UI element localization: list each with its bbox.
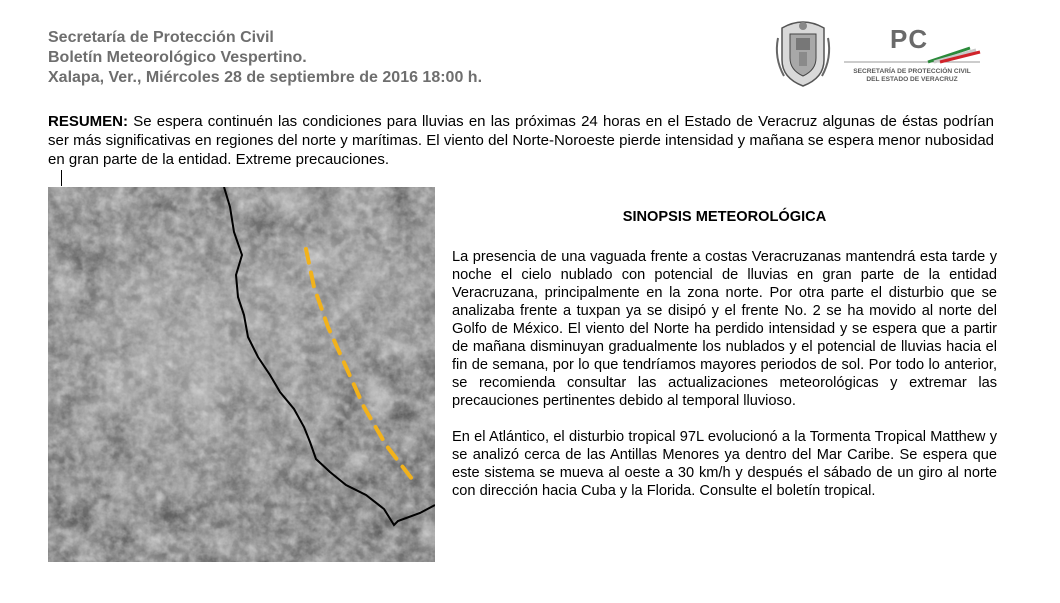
pc-logo-subtitle-line2: DEL ESTADO DE VERACRUZ <box>866 76 958 83</box>
pc-logo-title: PC <box>890 24 929 54</box>
summary-text: Se espera continuén las condiciones para lluvias en las próximas 24 horas en el Estado de Veracruz algunas de éstas podrían ser más significativas en regiones del norte y marítimas. El viento del Norte-Noroeste pierde intensidad y mañana se espera menor nubosidad en gran parte de la entidad. Extreme precauciones. <box>48 113 994 168</box>
header-agency: Secretaría de Protección Civil <box>48 29 274 46</box>
proteccion-civil-logo <box>842 26 982 88</box>
header-bulletin-type: Boletín Meteorológico Vespertino. <box>48 49 307 66</box>
text-cursor <box>61 170 62 186</box>
satellite-image <box>48 187 435 562</box>
bulletin-header <box>48 28 482 88</box>
summary-paragraph <box>48 112 994 169</box>
synopsis-paragraph-1: La presencia de una vaguada frente a costas Veracruzanas mantendrá esta tarde y noche el cielo nublado con potencial de lluvias en gran parte de la entidad Veracruzana, principalmente en la zona norte. Por otra parte el disturbio que se analizaba frente a tuxpan ya se disipó y el frente No. 2 se ha movido al norte del Golfo de México. El viento del Norte ha perdido intensidad y se espera que a partir de mañana disminuyan gradualmente los nublados y el potencial de lluvias hacia el fin de semana, por lo que tendríamos mayores periodos de sol. Por todo lo anterior, se recomienda consultar las actualizaciones meteorológicas y extremar las precauciones pertinentes debido al temporal lluvioso. <box>452 249 997 409</box>
veracruz-coat-of-arms-logo <box>772 18 834 88</box>
synopsis-title: SINOPSIS METEOROLÓGICA <box>622 209 827 225</box>
synopsis-section <box>452 208 997 518</box>
summary-label: RESUMEN: <box>48 113 129 130</box>
header-date-location: Xalapa, Ver., Miércoles 28 de septiembre de 2016 18:00 h. <box>48 69 483 86</box>
pc-logo-subtitle <box>842 68 982 84</box>
synopsis-paragraph-2: En el Atlántico, el disturbio tropical 97L evolucionó a la Tormenta Tropical Matthew y se analizó cerca de las Antillas Menores ya dentro del Mar Caribe. Se espera que este sistema se mueva al oeste a 30 km/h y después el sábado de un giro al norte con dirección hacia Cuba y la Florida. Consulte el boletín tropical. <box>452 429 997 499</box>
pc-logo-subtitle-line1: SECRETARÍA DE PROTECCIÓN CIVIL <box>853 68 971 75</box>
